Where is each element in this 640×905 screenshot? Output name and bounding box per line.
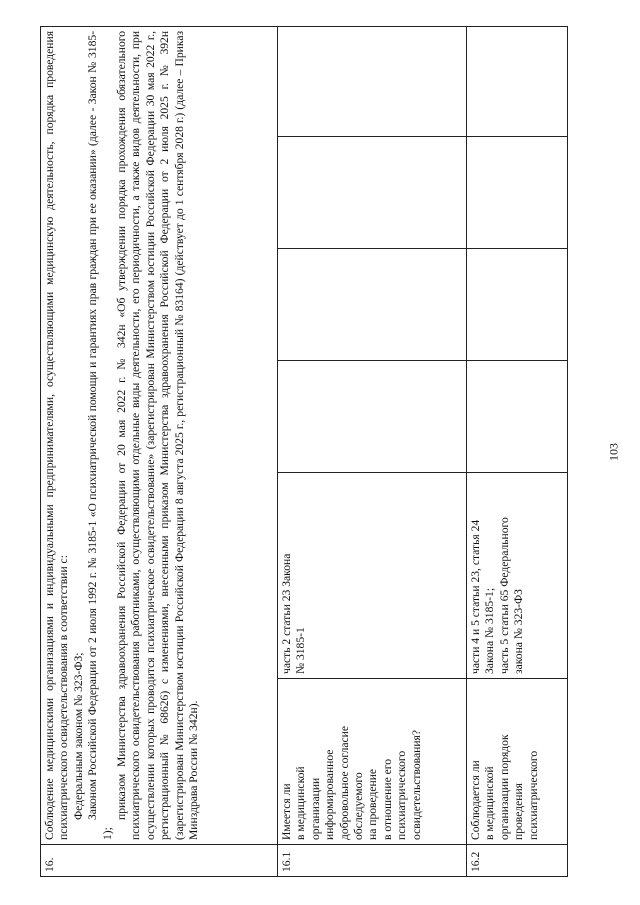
question-line: на проведение — [366, 768, 380, 840]
question-line: Соблюдается ли — [469, 760, 482, 840]
question-line: проведения — [512, 783, 526, 840]
requirement-paragraph: Соблюдение медицинскими организациями и индивидуальными предпринимателями, осуществляющими медицинскую деятельность, порядка проведения психиатрического освидетельствования в соответствии с: — [43, 30, 71, 840]
question-line: освидетельствования? — [409, 730, 423, 840]
answer-cell — [278, 361, 467, 473]
legal-reference-line: части 4 и 5 статьи 23, статья 24 — [469, 519, 482, 674]
table-row-16 — [41, 26, 278, 876]
question-line: обследуемого — [352, 772, 366, 840]
question-cell — [467, 679, 568, 845]
legal-reference-cell — [278, 473, 467, 679]
legal-reference-line: часть 2 статьи 23 Закона — [280, 553, 293, 674]
legal-reference-line: № 3185-1 — [294, 627, 308, 674]
answer-cell — [467, 137, 568, 249]
question-line: в медицинской — [294, 766, 308, 840]
checklist-table — [40, 26, 568, 877]
table-row-16-1 — [278, 26, 467, 876]
question-line: психиатрического — [526, 750, 540, 840]
answer-cell — [467, 249, 568, 361]
question-line: в отношение его — [380, 758, 394, 840]
table-row-16-2 — [467, 26, 568, 876]
answer-cell — [467, 361, 568, 473]
requirement-paragraph: Федеральным законом № 323-ФЗ; — [71, 652, 85, 820]
question-line: организации — [308, 777, 322, 840]
requirement-paragraph: Законом Российской Федерации от 2 июля 1992 г. № 3185-1 «О психиатрической помощи и гарантиях прав граждан при ее оказании» (далее - Закон № 3185-1); — [86, 30, 114, 840]
notes-cell — [278, 26, 467, 136]
row-number: 16.2 — [467, 845, 568, 877]
question-line: в медицинской — [483, 766, 497, 840]
row-number: 16.1 — [278, 845, 467, 877]
question-line: информированное — [323, 749, 337, 840]
legal-reference-line: закона № 323-ФЗ — [512, 589, 526, 674]
rotated-page-content — [40, 27, 590, 877]
legal-reference-cell — [467, 473, 568, 679]
question-line: организации порядок — [497, 734, 511, 840]
question-line: Имеется ли — [280, 783, 293, 840]
row-number: 16. — [41, 845, 278, 877]
legal-reference-line: Закона № 3185-1; — [483, 587, 497, 674]
page-number: 103 — [606, 443, 621, 461]
answer-cell — [278, 249, 467, 361]
answer-cell — [278, 137, 467, 249]
legal-reference-line: часть 5 статьи 65 Федерального — [497, 517, 511, 674]
question-line: добровольное согласие — [337, 725, 351, 840]
question-cell — [278, 679, 467, 845]
question-line: психиатрического — [395, 750, 409, 840]
requirement-paragraph: приказом Министерства здравоохранения Российской Федерации от 20 мая 2022 г. № 342н «Об утверждении порядка прохождения обязательного психиатрического освидетельствования работниками, осуществляющими отдельные виды деятельности, его периодичности, а также видов деятельности, при осуществлении которых проводится психиатрическое освидетельствование» (зарегистрирован Министерством юстиции Российской Федерации 30 мая 2022 г., регистрационный № 68626) с изменениями, внесенными приказом Министерства здравоохранения Российской Федерации от 2 июля 2025 г. № 392н (зарегистрирован Министерством юстиции Российской Федерации 8 августа 2025 г., регистрационный № 83164) (действует до 1 сентября 2028 г.) (далее – Приказ Минздрава России № 342н). — [115, 30, 201, 840]
requirement-text-cell — [41, 26, 278, 844]
notes-cell — [467, 26, 568, 136]
